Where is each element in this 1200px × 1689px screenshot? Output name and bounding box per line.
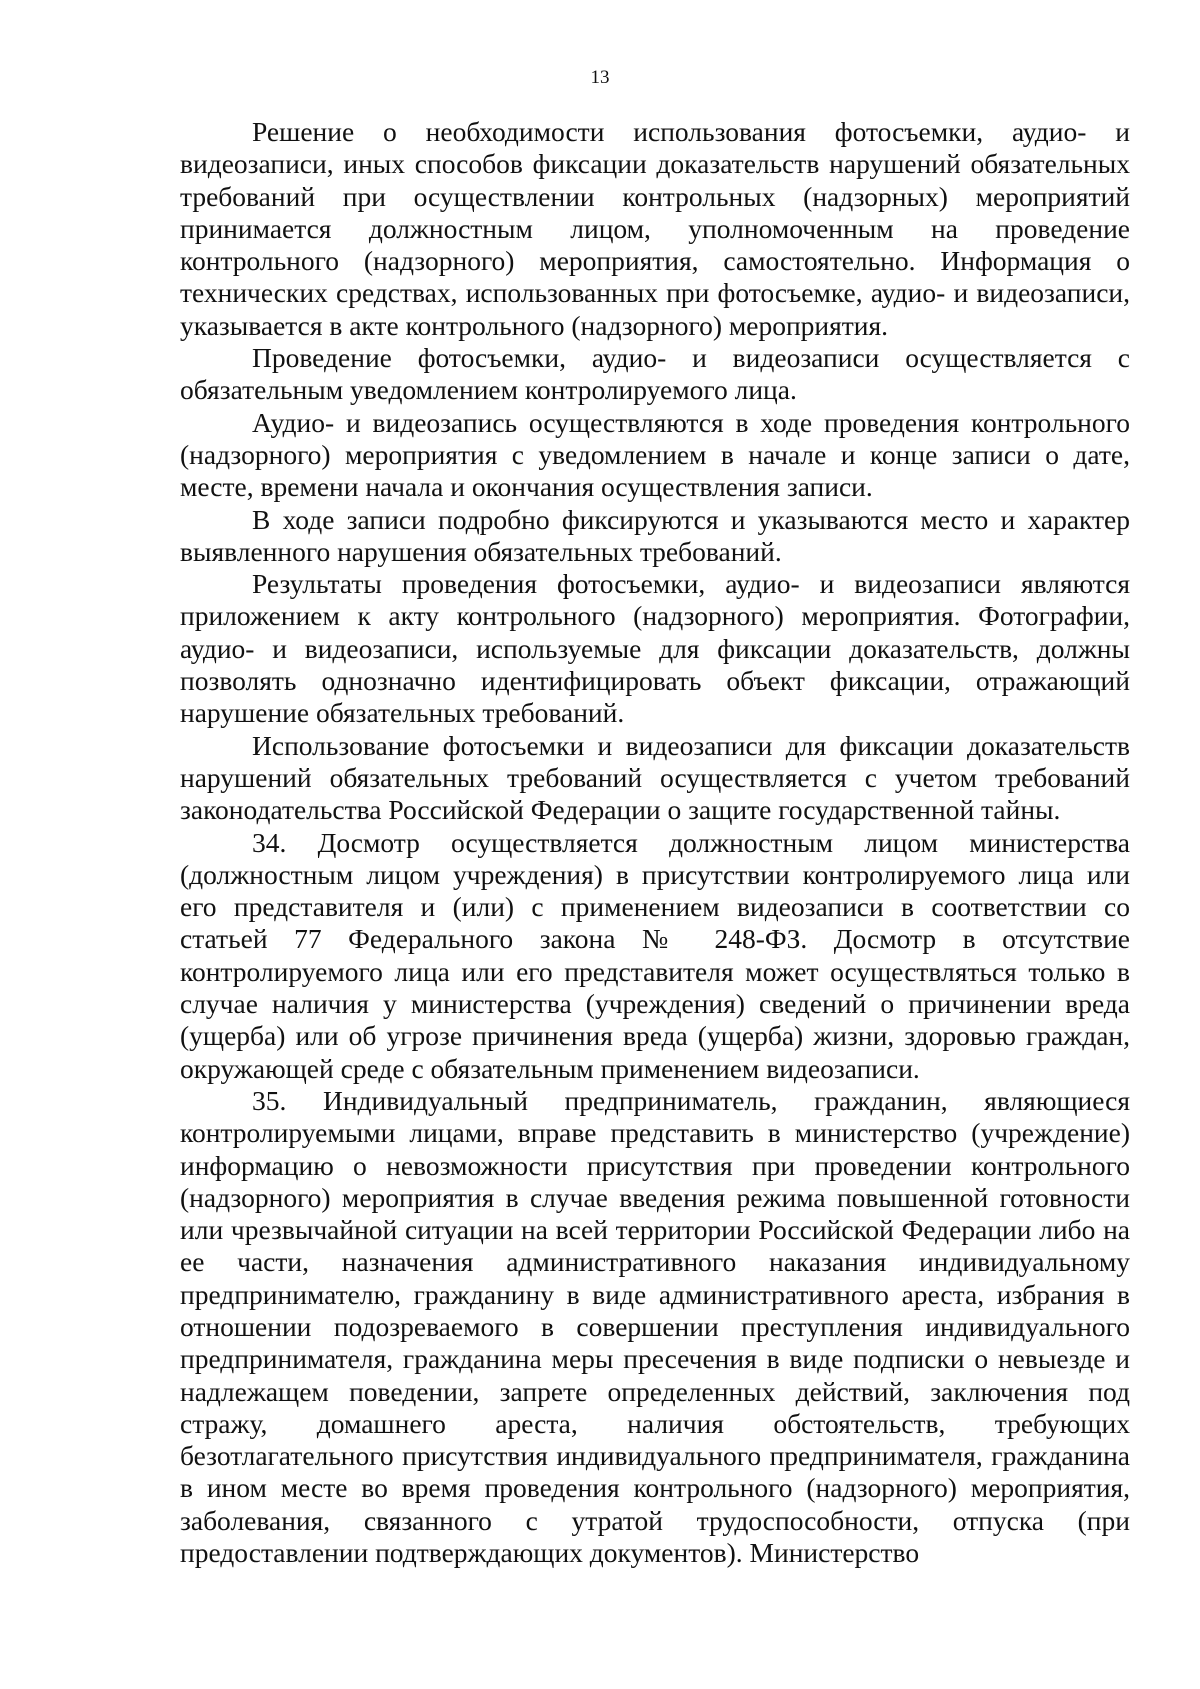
paragraph-item-34-inspection: 34. Досмотр осуществляется должностным лицом министерства (должностным лицом учреждения) в присутствии контролируемого лица или его представителя и (или) с применением видеозаписи в соответствии со статьей 77 Федерального закона № 248-ФЗ. Досмотр в отсутствие контролируемого лица или его представителя может осуществляться только в случае наличия у министерства (учреждения) сведений о причинении вреда (ущерба) или об угрозе причинения вреда (ущерба) жизни, здоровью граждан, окружающей среде с обязательным применением видеозаписи. bbox=[180, 826, 1130, 1084]
paragraph-notification: Проведение фотосъемки, аудио- и видеозаписи осуществляется с обязательным уведомлением контролируемого лица. bbox=[180, 342, 1130, 406]
paragraph-recording-procedure: Аудио- и видеозапись осуществляются в ходе проведения контрольного (надзорного) мероприятия с уведомлением в начале и конце записи о дате, месте, времени начала и окончания осуществления записи. bbox=[180, 406, 1130, 503]
paragraph-results-attachment: Результаты проведения фотосъемки, аудио- и видеозаписи являются приложением к акту контрольного (надзорного) мероприятия. Фотографии, аудио- и видеозаписи, используемые для фиксации доказательств, должны позволять однозначно идентифицировать объект фиксации, отражающий нарушение обязательных требований. bbox=[180, 568, 1130, 729]
paragraph-state-secret: Использование фотосъемки и видеозаписи для фиксации доказательств нарушений обязательных требований осуществляется с учетом требований законодательства Российской Федерации о защите государственной тайны. bbox=[180, 729, 1130, 826]
page-number: 13 bbox=[590, 67, 610, 88]
document-body bbox=[180, 116, 1130, 1569]
paragraph-item-35-absence: 35. Индивидуальный предприниматель, гражданин, являющиеся контролируемыми лицами, вправе представить в министерство (учреждение) информацию о невозможности присутствия при проведении контрольного (надзорного) мероприятия в случае введения режима повышенной готовности или чрезвычайной ситуации на всей территории Российской Федерации либо на ее части, назначения административного наказания индивидуальному предпринимателю, гражданину в виде административного ареста, избрания в отношении подозреваемого в совершении преступления индивидуального предпринимателя, гражданина меры пресечения в виде подписки о невыезде и надлежащем поведении, запрете определенных действий, заключения под стражу, домашнего ареста, наличия обстоятельств, требующих безотлагательного присутствия индивидуального предпринимателя, гражданина в ином месте во время проведения контрольного (надзорного) мероприятия, заболевания, связанного с утратой трудоспособности, отпуска (при предоставлении подтверждающих документов). Министерство bbox=[180, 1084, 1130, 1569]
paragraph-recording-details: В ходе записи подробно фиксируются и указываются место и характер выявленного нарушения обязательных требований. bbox=[180, 503, 1130, 567]
paragraph-photo-video-decision: Решение о необходимости использования фотосъемки, аудио- и видеозаписи, иных способов фиксации доказательств нарушений обязательных требований при осуществлении контрольных (надзорных) мероприятий принимается должностным лицом, уполномоченным на проведение контрольного (надзорного) мероприятия, самостоятельно. Информация о технических средствах, использованных при фотосъемке, аудио- и видеозаписи, указывается в акте контрольного (надзорного) мероприятия. bbox=[180, 116, 1130, 341]
